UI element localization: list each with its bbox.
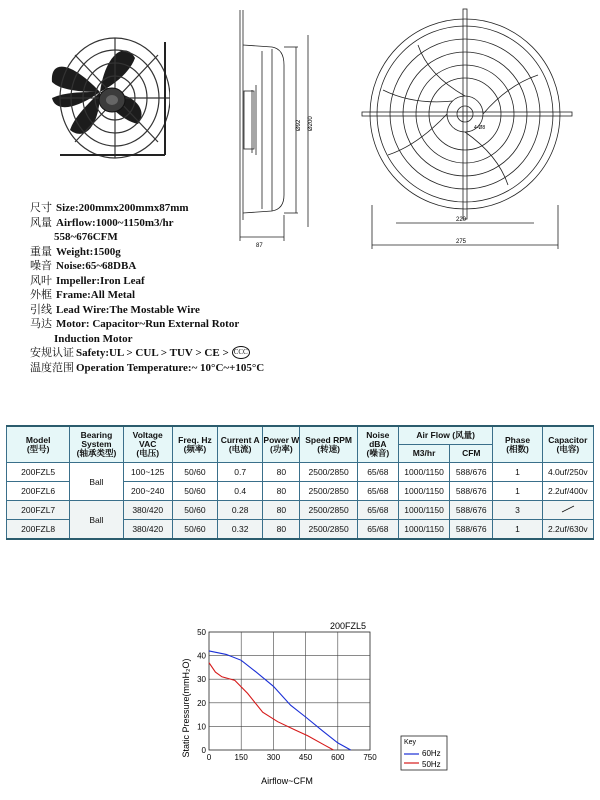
x-tick-label: 0 bbox=[206, 753, 212, 762]
th-speed: Speed RPM (转速) bbox=[300, 426, 357, 463]
th-m3: M3/hr bbox=[398, 445, 449, 463]
y-tick-label: 30 bbox=[197, 675, 206, 685]
bearing-cell: Ball bbox=[70, 463, 123, 501]
spec-frame: 外框 Frame:All Metal bbox=[30, 289, 136, 301]
spec-weight: 重量 Weight:1500g bbox=[30, 245, 121, 258]
table-row: 200FZL7 Ball 380/420 50/60 0.28 80 2500/2850 65/68 1000/1150 588/676 3 bbox=[7, 501, 594, 520]
spec-list bbox=[30, 201, 330, 375]
performance-chart bbox=[165, 618, 465, 795]
spec-temperature: 温度范围 Operation Temperature:~ 10°C~+105°C bbox=[30, 361, 265, 374]
table-row: 200FZL8 380/420 50/60 0.32 80 2500/2850 65/68 1000/1150 588/676 1 2.2uf/630v bbox=[7, 520, 594, 540]
legend-label-50hz: 50Hz bbox=[422, 760, 441, 769]
legend-title: Key bbox=[404, 739, 417, 746]
series-line-60hz bbox=[209, 651, 351, 750]
legend-label-60hz: 60Hz bbox=[422, 749, 441, 758]
ccc-mark-icon: CCC bbox=[232, 346, 250, 359]
chart-xlabel: Airflow~CFM bbox=[261, 776, 313, 786]
dim-220-label: 220 bbox=[456, 217, 467, 223]
spec-airflow: 风量 Airflow:1000~1150m3/hr bbox=[30, 216, 174, 229]
hole-label: 4-Ø8 bbox=[474, 125, 486, 131]
front-view-drawing bbox=[358, 5, 580, 255]
spec-motor-cont: Induction Motor bbox=[54, 332, 133, 345]
spec-lead-wire: 引线 Lead Wire:The Mostable Wire bbox=[30, 303, 200, 316]
dim-inner-label: Ø92 bbox=[296, 119, 302, 131]
spec-safety: 安规认证 Safety:UL > CUL > TUV > CE > CCC bbox=[30, 347, 248, 359]
th-current: Current A (电流) bbox=[218, 426, 263, 463]
dim-outer-label: Ø200 bbox=[308, 116, 314, 131]
th-cfm: CFM bbox=[450, 445, 493, 463]
table-row: 200FZL6 200~240 50/60 0.4 80 2500/2850 65/68 1000/1150 588/676 1 2.2uf/400v bbox=[7, 482, 594, 501]
spec-motor: 马达 Motor: Capacitor~Run External Rotor bbox=[30, 318, 240, 330]
dim-width-label: 87 bbox=[256, 243, 263, 249]
th-noise: Noise dBA (噪音) bbox=[357, 426, 398, 463]
th-voltage: Voltage VAC (电压) bbox=[123, 426, 172, 463]
chart-ylabel: Static Pressure(mmH₂O) bbox=[181, 658, 191, 758]
th-capacitor: Capacitor (电容) bbox=[542, 426, 593, 463]
x-tick-label: 300 bbox=[266, 753, 281, 762]
th-airflow: Air Flow (风量) bbox=[398, 426, 492, 445]
spec-impeller: 风叶 Impeller:Iron Leaf bbox=[30, 274, 145, 287]
x-tick-label: 150 bbox=[234, 753, 248, 762]
spec-table bbox=[6, 425, 594, 540]
th-phase: Phase (相数) bbox=[493, 426, 542, 463]
th-bearing: Bearing System (轴承类型) bbox=[70, 426, 123, 463]
capacitor-slash-icon bbox=[542, 501, 593, 520]
y-tick-label: 0 bbox=[201, 746, 206, 755]
x-tick-label: 600 bbox=[331, 753, 345, 762]
chart-legend bbox=[401, 736, 447, 770]
dim-275-label: 275 bbox=[456, 239, 467, 245]
x-tick-label: 450 bbox=[298, 753, 313, 762]
th-freq: Freq. Hz (频率) bbox=[172, 426, 217, 463]
series-line-50hz bbox=[209, 663, 334, 750]
table-row: 200FZL5 Ball 100~125 50/60 0.7 80 2500/2850 65/68 1000/1150 588/676 1 4.0uf/250v bbox=[7, 463, 594, 482]
product-photo bbox=[30, 20, 170, 180]
spec-airflow-cfm: 558~676CFM bbox=[54, 231, 118, 243]
plot-frame bbox=[209, 632, 370, 750]
bearing-cell: Ball bbox=[70, 501, 123, 540]
y-tick-label: 50 bbox=[197, 628, 206, 637]
x-tick-label: 750 bbox=[363, 753, 377, 762]
chart-title: 200FZL5 bbox=[330, 621, 367, 631]
th-model: Model (型号) bbox=[7, 426, 70, 463]
spec-size: 尺寸 Size:200mmx200mmx87mm bbox=[30, 202, 189, 214]
spec-noise: 噪音 Noise:65~68DBA bbox=[30, 260, 137, 272]
y-tick-label: 20 bbox=[197, 698, 206, 708]
th-power: Power W (功率) bbox=[263, 426, 300, 463]
y-tick-label: 40 bbox=[197, 651, 206, 661]
y-tick-label: 10 bbox=[197, 722, 206, 732]
